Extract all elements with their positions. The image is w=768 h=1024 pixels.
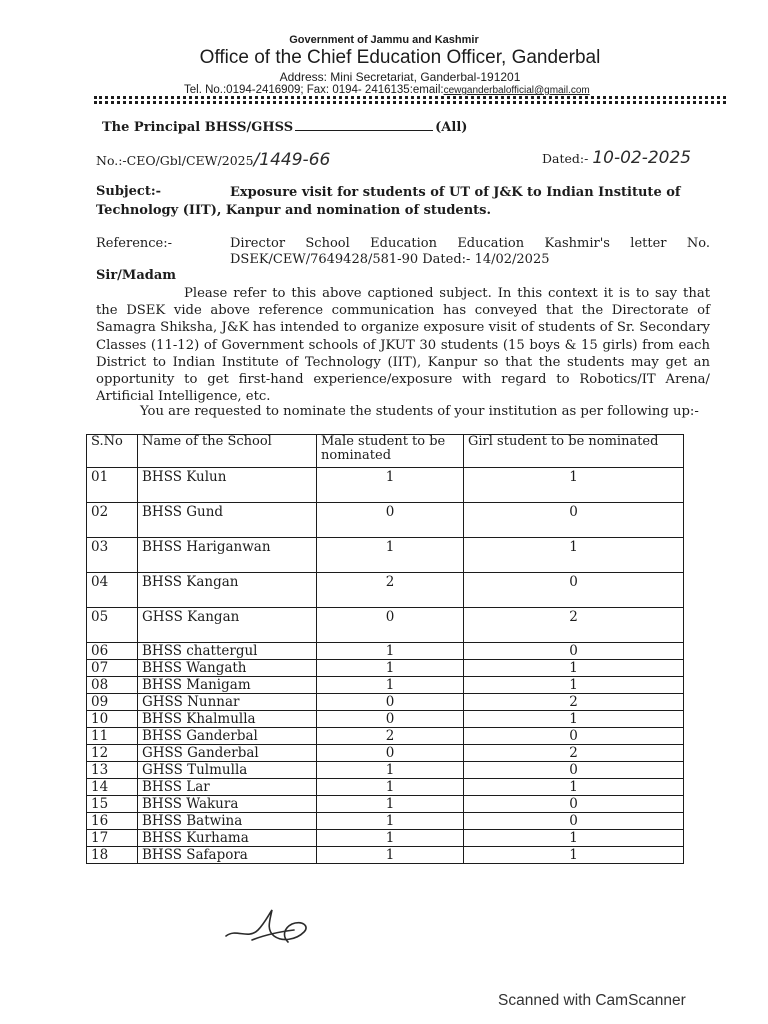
row-school: BHSS Khalmulla	[138, 711, 317, 728]
row-male: 1	[317, 847, 464, 864]
row-male: 1	[317, 813, 464, 830]
row-sno: 08	[87, 677, 138, 694]
nomination-table	[86, 434, 684, 864]
row-sno: 05	[87, 608, 138, 643]
row-school: GHSS Ganderbal	[138, 745, 317, 762]
row-sno: 11	[87, 728, 138, 745]
table-row	[87, 468, 684, 503]
salutation: Sir/Madam	[96, 268, 177, 283]
header-sno: S.No	[87, 435, 138, 468]
row-sno: 07	[87, 660, 138, 677]
row-sno: 04	[87, 573, 138, 608]
row-girl: 0	[464, 503, 684, 538]
letter-date	[542, 148, 691, 168]
row-sno: 10	[87, 711, 138, 728]
row-school: BHSS Ganderbal	[138, 728, 317, 745]
office-title: Office of the Chief Education Officer, Ganderbal	[199, 47, 601, 68]
row-sno: 03	[87, 538, 138, 573]
reference-label: Reference:-	[96, 236, 173, 251]
table-row	[87, 847, 684, 864]
row-sno: 16	[87, 813, 138, 830]
request-line: You are requested to nominate the students of your institution as per following up:-	[140, 404, 699, 419]
row-sno: 02	[87, 503, 138, 538]
row-school: BHSS chattergul	[138, 643, 317, 660]
row-male: 1	[317, 830, 464, 847]
row-school: BHSS Wangath	[138, 660, 317, 677]
table-row	[87, 538, 684, 573]
row-school: BHSS Safapora	[138, 847, 317, 864]
row-school: BHSS Batwina	[138, 813, 317, 830]
row-girl: 0	[464, 796, 684, 813]
row-sno: 15	[87, 796, 138, 813]
table-row	[87, 745, 684, 762]
row-girl: 0	[464, 643, 684, 660]
row-girl: 1	[464, 660, 684, 677]
row-sno: 18	[87, 847, 138, 864]
email-address: cewganderbalofficial@gmail.com	[443, 85, 590, 96]
table-row	[87, 762, 684, 779]
reference-text: Director School Education Education Kashmir's letter No. DSEK/CEW/7649428/581-90 Dated:- 14/02/2025	[230, 236, 710, 267]
contact-numbers: Tel. No.:0194-2416909; Fax: 0194- 2416135:email:	[184, 84, 444, 96]
row-male: 1	[317, 468, 464, 503]
dated-label: Dated:-	[542, 151, 589, 166]
header-girl: Girl student to be nominated	[464, 435, 684, 468]
row-male: 1	[317, 762, 464, 779]
table-row	[87, 711, 684, 728]
row-girl: 1	[464, 711, 684, 728]
row-girl: 2	[464, 608, 684, 643]
row-school: GHSS Tulmulla	[138, 762, 317, 779]
table-row	[87, 573, 684, 608]
row-school: BHSS Gund	[138, 503, 317, 538]
row-sno: 14	[87, 779, 138, 796]
table-row	[87, 813, 684, 830]
row-girl: 0	[464, 762, 684, 779]
row-school: BHSS Wakura	[138, 796, 317, 813]
row-sno: 09	[87, 694, 138, 711]
table-row	[87, 608, 684, 643]
row-male: 0	[317, 608, 464, 643]
row-male: 0	[317, 503, 464, 538]
row-male: 0	[317, 711, 464, 728]
row-sno: 06	[87, 643, 138, 660]
row-school: BHSS Kangan	[138, 573, 317, 608]
subject-text: Exposure visit for students of UT of J&K to Indian Institute of Technology (IIT), Kanpur and nomination of students.	[96, 185, 681, 218]
row-male: 1	[317, 796, 464, 813]
table-row	[87, 830, 684, 847]
row-male: 1	[317, 660, 464, 677]
row-girl: 1	[464, 468, 684, 503]
row-girl: 0	[464, 728, 684, 745]
table-row	[87, 503, 684, 538]
reference-number	[96, 150, 330, 170]
row-girl: 2	[464, 694, 684, 711]
subject-label: Subject:-	[96, 184, 162, 199]
row-school: BHSS Manigam	[138, 677, 317, 694]
row-school: BHSS Lar	[138, 779, 317, 796]
signature-mark	[222, 906, 318, 950]
table-row	[87, 779, 684, 796]
header-school: Name of the School	[138, 435, 317, 468]
body-paragraph: Please refer to this above captioned subject. In this context it is to say that the DSEK vide above reference communication has conveyed that the Directorate of Samagra Shiksha, J&K has intended to organize exposure visit of students of Sr. Secondary Classes (11-12) of Government schools of JKUT 30 students (15 boys & 15 girls) from each District to Indian Institute of Technology (IIT), Kanpur so that the students may get an opportunity to get first-hand experience/exposure with regard to Robotics/IT Arena/ Artificial Intelligence, etc.	[96, 286, 710, 405]
row-male: 2	[317, 573, 464, 608]
reference-number-handwritten: /1449-66	[253, 150, 331, 170]
table-row	[87, 694, 684, 711]
row-girl: 1	[464, 779, 684, 796]
reference-number-printed: No.:-CEO/Gbl/CEW/2025	[96, 153, 254, 168]
table-row	[87, 728, 684, 745]
row-male: 1	[317, 779, 464, 796]
row-girl: 0	[464, 813, 684, 830]
government-heading: Government of Jammu and Kashmir	[289, 34, 479, 46]
row-girl: 0	[464, 573, 684, 608]
table-row	[87, 677, 684, 694]
table-row	[87, 796, 684, 813]
dated-handwritten: 10-02-2025	[592, 148, 692, 168]
addressee-prefix: The Principal BHSS/GHSS	[102, 120, 294, 135]
row-school: BHSS Kurhama	[138, 830, 317, 847]
row-school: GHSS Kangan	[138, 608, 317, 643]
row-male: 0	[317, 745, 464, 762]
row-school: BHSS Hariganwan	[138, 538, 317, 573]
row-girl: 1	[464, 847, 684, 864]
table-header-row	[87, 435, 684, 468]
row-male: 0	[317, 694, 464, 711]
office-contact	[184, 84, 644, 96]
row-male: 1	[317, 643, 464, 660]
row-girl: 2	[464, 745, 684, 762]
row-male: 2	[317, 728, 464, 745]
row-sno: 12	[87, 745, 138, 762]
addressee-blank	[295, 130, 433, 131]
row-girl: 1	[464, 538, 684, 573]
row-sno: 13	[87, 762, 138, 779]
row-girl: 1	[464, 677, 684, 694]
addressee-suffix: (All)	[435, 120, 468, 135]
table-row	[87, 643, 684, 660]
row-sno: 01	[87, 468, 138, 503]
table-row	[87, 660, 684, 677]
row-girl: 1	[464, 830, 684, 847]
row-school: GHSS Nunnar	[138, 694, 317, 711]
scanner-watermark: Scanned with CamScanner	[498, 992, 686, 1009]
header-male: Male student to be nominated	[317, 435, 464, 468]
row-male: 1	[317, 677, 464, 694]
office-address: Address: Mini Secretariat, Ganderbal-191201	[279, 70, 521, 84]
row-school: BHSS Kulun	[138, 468, 317, 503]
row-sno: 17	[87, 830, 138, 847]
header-divider	[94, 96, 726, 104]
row-male: 1	[317, 538, 464, 573]
addressee	[102, 120, 467, 135]
